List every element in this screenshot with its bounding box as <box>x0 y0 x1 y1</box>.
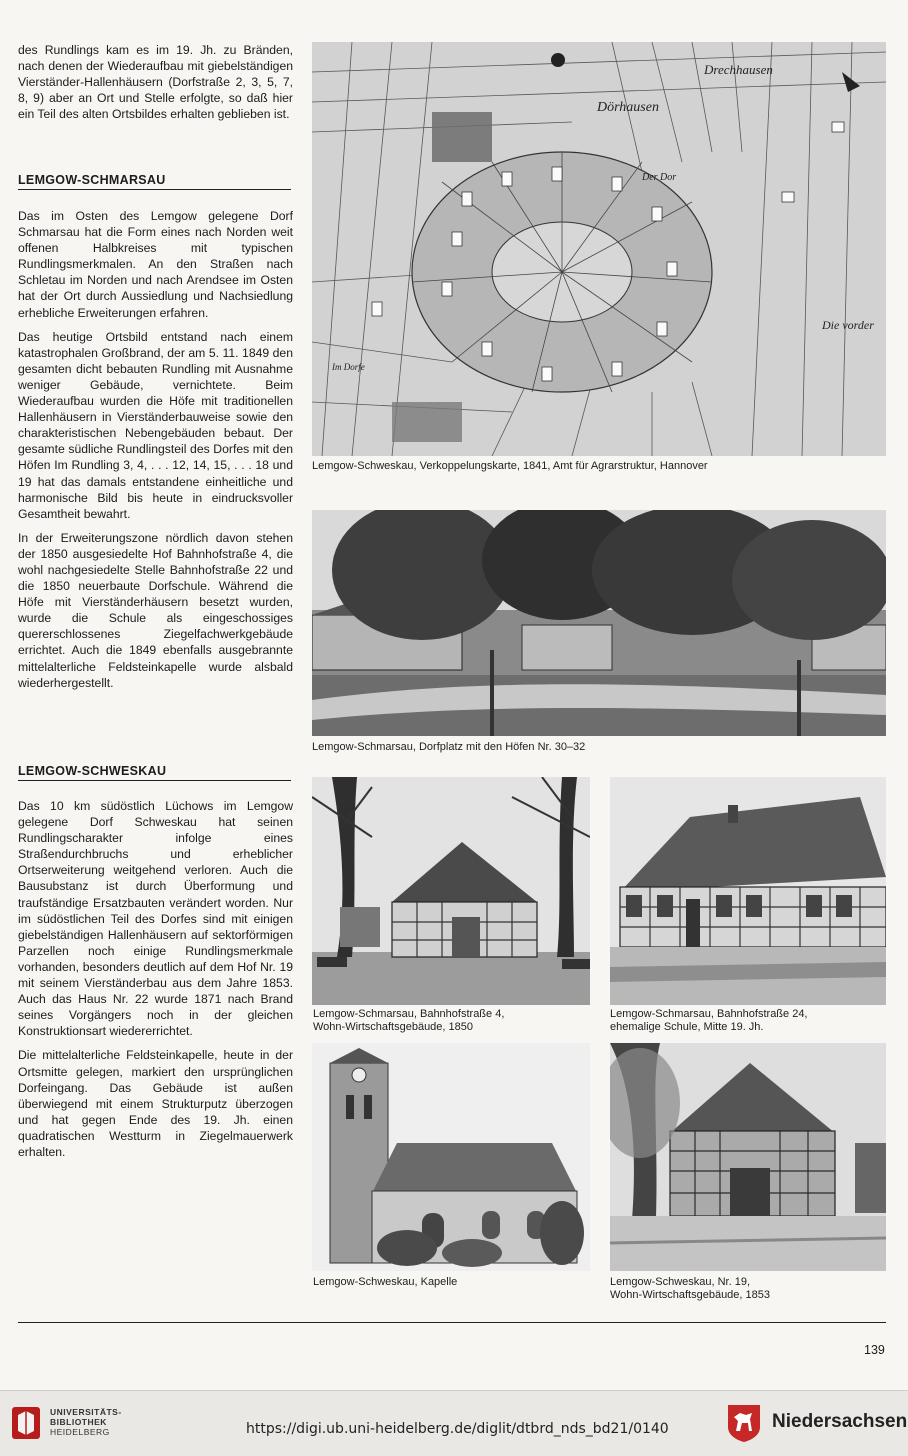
kapelle-photo <box>312 1043 590 1271</box>
nr19-caption-line1: Lemgow-Schweskau, Nr. 19, <box>610 1276 751 1288</box>
bahnhofstrasse24-caption-line2: ehemalige Schule, Mitte 19. Jh. <box>610 1021 764 1033</box>
map-label: Die vorder <box>822 318 874 332</box>
library-line: UNIVERSITÄTS- <box>50 1407 122 1417</box>
state-name: Niedersachsen <box>772 1411 908 1432</box>
section-rule <box>18 780 291 781</box>
library-line: HEIDELBERG <box>50 1427 110 1437</box>
map-label: Dörhausen <box>597 100 659 115</box>
map-label: Im Dorfe <box>332 362 365 372</box>
paragraph: Das im Osten des Lemgow gelegene Dorf Schmarsau hat die Form eines nach Norden weit offenen Halbkreises mit typischen Rundlingsmerkmalen. An den Straßen nach Schletau im Norden und nach Arendsee im Osten hat der Ort durch Aussiedlung und Nachsiedlung erhebliche Erweiterungen erfahren. <box>18 209 293 320</box>
paragraph: Das 10 km südöstlich Lüchows im Lemgow gelegene Dorf Schweskau hat seinen Rundlingscharakter infolge eines Straßendurchbruchs und erheblicher Ortserweiterung weitgehend verloren. Auch die Bausubstanz ist durch Überformung und traufständige Ersatzbauten verändert worden. Nur im südöstlichen Teil des Dorfes sind mit einigen giebelständigen Hallenhäusern auf sektorförmigen Parzellen noch einige Rundlingsmerkmale vorhanden, besonders deutlich auf dem Hof Nr. 19 mit seinem Vierständerbau aus dem Jahre 1853. Auch das Haus Nr. 22 wurde 1871 nach Brand seines Vorgängers noch in der gleichen Konstruktionsart wiedererrichtet. <box>18 799 293 1039</box>
horse-icon <box>724 1403 764 1443</box>
village-square-image <box>312 510 886 736</box>
bahnhofstrasse4-caption-line1: Lemgow-Schmarsau, Bahnhofstraße 4, <box>313 1008 505 1020</box>
source-url-link[interactable]: https://digi.ub.uni-heidelberg.de/diglit/dtbrd_nds_bd21/0140 <box>246 1421 669 1437</box>
intro-paragraph: des Rundlings kam es im 19. Jh. zu Bränden, nach denen der Wiederaufbau mit giebelständigen Vierständer-Hallenhäusern (Dorfstraße 2, 3, 5, 7, 8, 9) aber an Ort und Stelle erfolgte, so daß hier ein Teil des alten Ortsbildes erhalten geblieben ist. <box>18 43 293 122</box>
section-body-schweskau <box>18 798 293 1160</box>
map-label: Drechhausen <box>704 62 773 77</box>
library-name <box>50 1407 122 1437</box>
page-number: 139 <box>864 1343 885 1357</box>
section-rule <box>18 189 291 190</box>
farmhouse-image <box>312 777 590 1005</box>
bahnhofstrasse24-caption-line1: Lemgow-Schmarsau, Bahnhofstraße 24, <box>610 1008 808 1020</box>
map-figure <box>312 42 886 456</box>
paragraph: Die mittelalterliche Feldsteinkapelle, heute in der Ortsmitte gelegen, markiert den ursprünglichen Dorfeingang. Das Gebäude ist außen überwiegend mit einem Strukturputz überzogen und hat gegen Ende des 19. Jh. einen quadratischen Westturm in Ziegelmauerwerk erhalten. <box>18 1048 293 1159</box>
paragraph: In der Erweiterungszone nördlich davon stehen der 1850 ausgesiedelte Hof Bahnhofstraße 4, die wohl nachgesiedelte Stelle Bahnhofstraße 22 und die 1850 neuerbaute Dorfschule. Während die Höfe mit Vierständerhäusern besetzt wurden, wurde die Schule als eingeschossiges quererschlossenes Ziegelfachwerkgebäude errichtet. Auch die 1849 ebenfalls ausgebrannte mittelalterliche Feldsteinkapelle wurde alsbald wiederhergestellt. <box>18 530 293 690</box>
map-caption: Lemgow-Schweskau, Verkoppelungskarte, 1841, Amt für Agrarstruktur, Hannover <box>312 460 708 472</box>
former-school-image <box>610 777 886 1005</box>
bahnhofstrasse4-photo <box>312 777 590 1005</box>
chapel-image <box>312 1043 590 1271</box>
book-seal-icon <box>10 1403 42 1443</box>
nr19-photo <box>610 1043 886 1271</box>
nr19-caption-line2: Wohn-Wirtschaftsgebäude, 1853 <box>610 1289 770 1301</box>
section-heading-schweskau: LEMGOW-SCHWESKAU <box>18 764 167 778</box>
kapelle-caption: Lemgow-Schweskau, Kapelle <box>313 1276 458 1288</box>
farmhouse-nr19-image <box>610 1043 886 1271</box>
left-column <box>18 42 293 122</box>
page-bottom-rule <box>18 1322 886 1323</box>
dorfplatz-photo <box>312 510 886 736</box>
bahnhofstrasse24-photo <box>610 777 886 1005</box>
bahnhofstrasse4-caption-line2: Wohn-Wirtschaftsgebäude, 1850 <box>313 1021 473 1033</box>
section-heading-schmarsau: LEMGOW-SCHMARSAU <box>18 173 166 187</box>
footer-bar <box>0 1390 908 1456</box>
map-label: Der Dor <box>642 172 677 183</box>
section-body-schmarsau <box>18 208 293 691</box>
dorfplatz-caption: Lemgow-Schmarsau, Dorfplatz mit den Höfen Nr. 30–32 <box>312 741 586 753</box>
library-line: BIBLIOTHEK <box>50 1417 107 1427</box>
paragraph: Das heutige Ortsbild entstand nach einem katastrophalen Großbrand, der am 5. 11. 1849 den gesamten dicht bebauten Rundling mit Ausnahme weniger Gebäude, vernichtete. Beim Wiederaufbau wurden die Höfe mit traditionellen Hallenhäusern in Vierständerbauweise sowie den charakteristischen Nebengebäuden bebaut. Der gesamte südliche Rundlingsteil des Dorfes mit den Höfen Im Rundling 3, 4, . . . 12, 14, 15, . . . 18 und 19 hat das damals entstandene einheitliche und harmonische Bild bis heute in eindrucksvoller Gesamtheit bewahrt. <box>18 329 293 521</box>
